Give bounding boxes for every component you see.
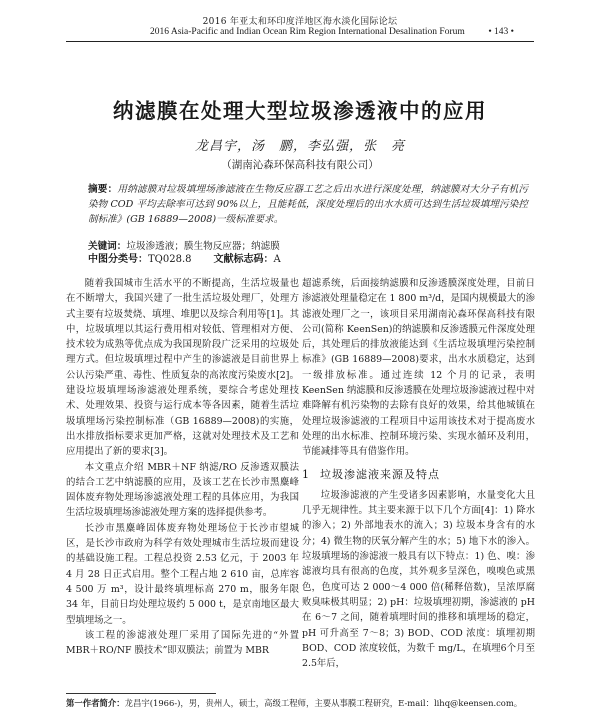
page-header [0, 0, 600, 58]
paragraph: 垃圾渗滤液的产生受诸多因素影响，水量变化大且几乎无规律性。其主要来源于以下几个方面[4]：1) 降水的渗入；2) 外部地表水的流入；3) 垃圾本身含有的水分；4) 微生物的厌氧分解产生的水；5) 地下水的渗入。垃圾填埋场的渗滤液一般具有以下特点：1) 色、嗅：渗滤液均具有很高的色度，其外观多呈深色，嗅嗅色或黑色，色度可达 2 000～4 000 倍(稀释倍数)，呈浓厚腐败臭味极其明显；2) pH：垃圾填埋初期，渗滤液的 pH 在 6～7 之间，随着填埋时间的推移和填埋场的稳定，pH 可升高至 7～8；3) BOD、COD 浓度：填埋初期 BOD、COD 浓度较低，为数千 mg/L，在填埋6个月至2.5年后， [302, 489, 535, 670]
cls-label: 中图分类号： [88, 254, 148, 265]
abstract [88, 182, 528, 227]
footnote-text: 龙昌宇(1966-)，男，贵州人，硕士，高级工程师，主要从事膜工程研究，E-mail：lihq@keensen.com。 [124, 698, 523, 708]
doc-code-label: 文献标志码： [213, 254, 274, 265]
doc-code-value: A [273, 254, 281, 265]
paragraph: 本文重点介绍 MBR＋NF 纳滤/RO 反渗透双膜法的结合工艺中纳滤膜的应用，及该工艺在长沙市黑麋峰固体废弃物处理场渗滤液处理工程的具体应用，为我国生活垃圾填埋场渗滤液处理方案的选择提供参考。 [66, 461, 299, 519]
section-number: 1 [302, 467, 310, 481]
keywords-label: 关键词： [88, 241, 127, 252]
article-title: 纳滤膜在处理大型垃圾渗透液中的应用 [113, 99, 487, 123]
paragraph: 长沙市黑麋峰固体废弃物处理场位于长沙市望城区，是长沙市政府为科学有效处理城市生活垃圾而建设的基础设施工程。工程总投资 2.53 亿元，于 2003 年 4 月 28 日正式启用。整个工程占地 2 610 亩，总库容 4 500 万 m³，设计最终填埋标高 270 m，服务年限 34 年，目前日均处理垃圾约 5 000 t，是京南地区最大型填埋场之一。 [66, 522, 299, 626]
classification [88, 252, 281, 267]
paragraph: 随着我国城市生活水平的不断提高，生活垃圾量也在不断增大，我国兴建了一批生活垃圾处理厂，处理方式主要有垃圾焚烧、填埋、堆肥以及综合利用等[1]。其中，垃圾填埋以其运行费用相对较低、管理相对方便、技术较为成熟等优点成为我国现阶段广泛采用的垃圾处理方式。但垃圾填埋过程中产生的渗滤液是目前世界上公认污染严重、毒性、性质复杂的高浓度污染废水[2]。建设垃圾填埋场渗滤液处理系统，要综合考虑处理技术、处理效果、投资与运行成本等各因素，随着生活垃圾填埋场污染控制标准（GB 16889—2008)的实施，出水排放指标要求更加严格，这就对处理技术及工艺和应用提出了新的要求[3]。 [66, 278, 299, 458]
abstract-label: 摘要： [88, 184, 118, 195]
page-number: • 143 • [488, 27, 514, 37]
conference-name-en: 2016 Asia-Pacific and Indian Ocean Rim Region International Desalination Forum [150, 27, 465, 37]
footnote-label: 第一作者简介： [66, 698, 125, 708]
footnote-rule [66, 693, 216, 694]
keywords-text: 垃圾渗透液；膜生物反应器；纳滤膜 [126, 241, 280, 252]
body-column-right [302, 276, 535, 671]
footnote [66, 697, 536, 709]
body-column-left [66, 276, 299, 658]
header-rule [66, 41, 534, 42]
abstract-text: 用纳滤膜对垃圾填埋场渗滤液在生物反应器工艺之后出水进行深度处理，纳滤膜对大分子有机污染物 COD 平均去除率可达到 90%以上，且能耗低，深度处理后的出水水质可达到生活垃圾填埋污染控制标准》(GB 16889—2008)一级标准要求。 [88, 184, 529, 225]
section-title: 垃圾渗滤液来源及特点 [320, 467, 440, 481]
article-affiliation: （湖南沁森环保高科技有限公司） [221, 159, 379, 171]
paragraph: 该工程的渗滤液处理厂采用了国际先进的“外置 MBR＋RO/NF 膜技术”即双膜法；前置为 MBR [66, 629, 299, 657]
cls-value: TQ028.8 [148, 254, 192, 265]
section-heading [302, 467, 535, 482]
article-authors: 龙昌宇，汤 鹏，李弘强，张 亮 [194, 139, 405, 154]
conference-name-cn: 2016 年亚太和环印度洋地区海水淡化国际论坛 [202, 17, 398, 27]
paragraph: 超滤系统，后面接纳滤膜和反渗透膜深度处理，目前日渗滤液处理量稳定在 1 800 m³/d，是国内规模最大的渗滤液处理厂之一，该项目采用湖南沁森环保高科技有限公司(简称 KeenSen)的纳滤膜和反渗透膜元件深度处理后，其处理后的排放液能达到《生活垃圾填埋污染控制标准》(GB 16889—2008)要求，出水水质稳定，达到一级排放标准。通过连续 12 个月的记录，表明 KeenSen 纳滤膜和反渗透膜在处理垃圾渗滤液过程中对难降解有机污染物的去除有良好的效果，给其他城镇在处理垃圾渗滤液的工程项目中运用该技术对于提高废水处理的出水标准、控制环境污染、实现水循环及利用，节能减排等具有借鉴作用。 [302, 278, 535, 458]
